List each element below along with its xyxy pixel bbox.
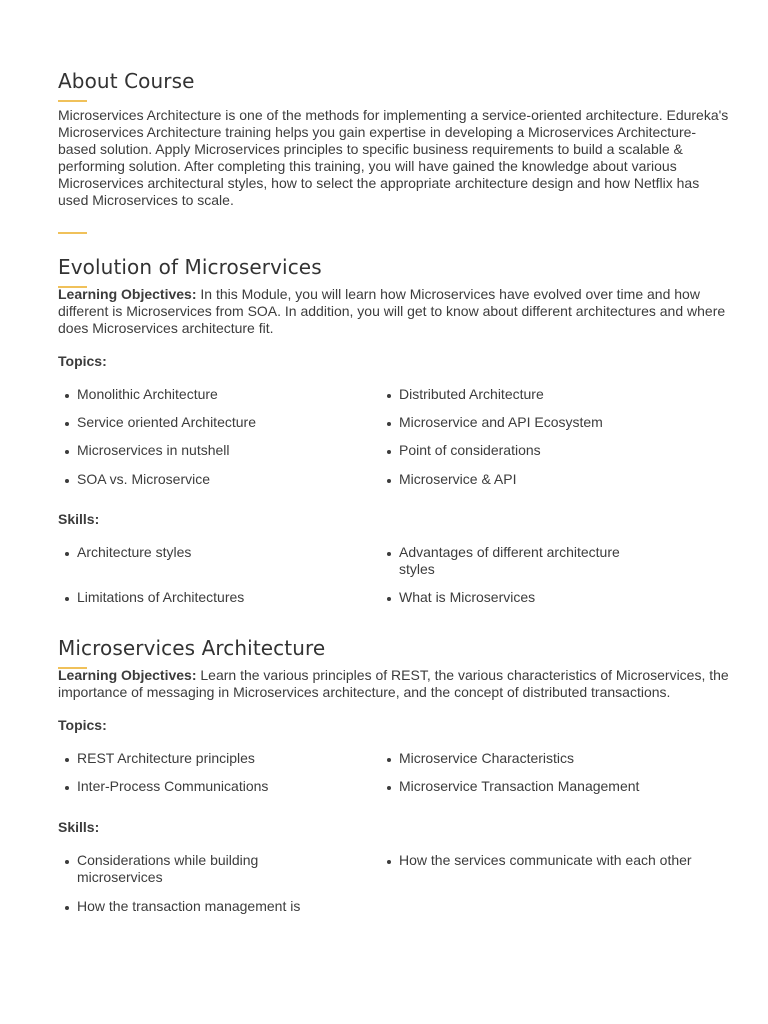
module-1-heading: Evolution of Microservices bbox=[58, 255, 322, 279]
list-item bbox=[58, 852, 313, 886]
list-item bbox=[380, 414, 729, 431]
topic-text: Microservice and API Ecosystem bbox=[399, 414, 603, 430]
bullet-icon bbox=[387, 422, 391, 426]
topic-text: Service oriented Architecture bbox=[77, 414, 256, 430]
list-item bbox=[380, 442, 729, 459]
list-item bbox=[58, 589, 313, 606]
topic-text: Monolithic Architecture bbox=[77, 386, 218, 402]
learning-objectives-text: Learn the various principles of REST, the various characteristics of Microservices, the importance of messaging in Microservices architecture, and the concept of distributed transactions. bbox=[58, 667, 729, 700]
heading-underline bbox=[58, 100, 87, 102]
bullet-icon bbox=[65, 479, 69, 483]
bullet-icon bbox=[387, 597, 391, 601]
list-item bbox=[58, 544, 313, 561]
bullet-icon bbox=[387, 758, 391, 762]
topic-text: Microservice Characteristics bbox=[399, 750, 575, 766]
learning-objectives-text: In this Module, you will learn how Microservices have evolved over time and how different is Microservices from SOA. In addition, you will get to know about different architectures and where does Microservices architecture fit. bbox=[58, 286, 726, 336]
topic-text: Distributed Architecture bbox=[399, 386, 544, 402]
bullet-icon bbox=[387, 860, 391, 864]
topic-text: Microservice Transaction Management bbox=[399, 778, 640, 794]
skill-text: Advantages of different architecture styles bbox=[399, 544, 620, 577]
list-item bbox=[380, 544, 625, 578]
about-course-description: Microservices Architecture is one of the methods for implementing a service-oriented architecture. Edureka's Microservices Architecture training helps you gain expertise in developing a Microservices Architecture-based solution. Apply Microservices principles to specific business requirements to build a scalable & performing solution. After completing this training, you will have gained the knowledge about various Microservices architectural styles, how to select the appropriate architecture design and how Netflix has used Microservices to scale. bbox=[58, 107, 729, 208]
topic-text: Microservices in nutshell bbox=[77, 442, 230, 458]
topic-text: Microservice & API bbox=[399, 471, 517, 487]
bullet-icon bbox=[65, 394, 69, 398]
module-2-learning-objectives bbox=[58, 667, 730, 701]
list-item bbox=[380, 778, 729, 795]
list-item bbox=[58, 442, 313, 459]
bullet-icon bbox=[387, 394, 391, 398]
bullet-icon bbox=[65, 758, 69, 762]
list-item bbox=[380, 471, 729, 488]
topic-text: SOA vs. Microservice bbox=[77, 471, 211, 487]
bullet-icon bbox=[387, 552, 391, 556]
module-1-topics-label: Topics: bbox=[58, 353, 107, 369]
skill-text: Limitations of Architectures bbox=[77, 589, 245, 605]
topic-text: Inter-Process Communications bbox=[77, 778, 269, 794]
bullet-icon bbox=[65, 422, 69, 426]
module-1-learning-objectives bbox=[58, 286, 730, 337]
section-divider bbox=[58, 232, 87, 234]
list-item bbox=[58, 414, 313, 431]
learning-objectives-label: Learning Objectives: bbox=[58, 667, 197, 683]
list-item bbox=[380, 852, 729, 869]
bullet-icon bbox=[65, 906, 69, 910]
list-item bbox=[58, 750, 313, 767]
skill-text: What is Microservices bbox=[399, 589, 536, 605]
skill-text: How the transaction management is bbox=[77, 898, 301, 914]
skill-text: Considerations while building microservices bbox=[77, 852, 259, 885]
list-item bbox=[58, 386, 313, 403]
bullet-icon bbox=[387, 450, 391, 454]
module-1-skills-label: Skills: bbox=[58, 511, 100, 527]
module-2-heading: Microservices Architecture bbox=[58, 636, 326, 660]
module-2-skills-label: Skills: bbox=[58, 819, 100, 835]
list-item bbox=[58, 471, 313, 488]
bullet-icon bbox=[387, 479, 391, 483]
bullet-icon bbox=[65, 450, 69, 454]
list-item bbox=[380, 750, 729, 767]
list-item bbox=[58, 898, 313, 915]
list-item bbox=[380, 589, 729, 606]
bullet-icon bbox=[65, 860, 69, 864]
bullet-icon bbox=[65, 786, 69, 790]
skill-text: Architecture styles bbox=[77, 544, 192, 560]
bullet-icon bbox=[65, 597, 69, 601]
learning-objectives-label: Learning Objectives: bbox=[58, 286, 197, 302]
skill-text: How the services communicate with each other bbox=[399, 852, 692, 868]
topic-text: REST Architecture principles bbox=[77, 750, 255, 766]
list-item bbox=[58, 778, 313, 795]
list-item bbox=[380, 386, 729, 403]
module-2-topics-label: Topics: bbox=[58, 717, 107, 733]
about-course-heading: About Course bbox=[58, 69, 195, 93]
bullet-icon bbox=[65, 552, 69, 556]
bullet-icon bbox=[387, 786, 391, 790]
topic-text: Point of considerations bbox=[399, 442, 541, 458]
